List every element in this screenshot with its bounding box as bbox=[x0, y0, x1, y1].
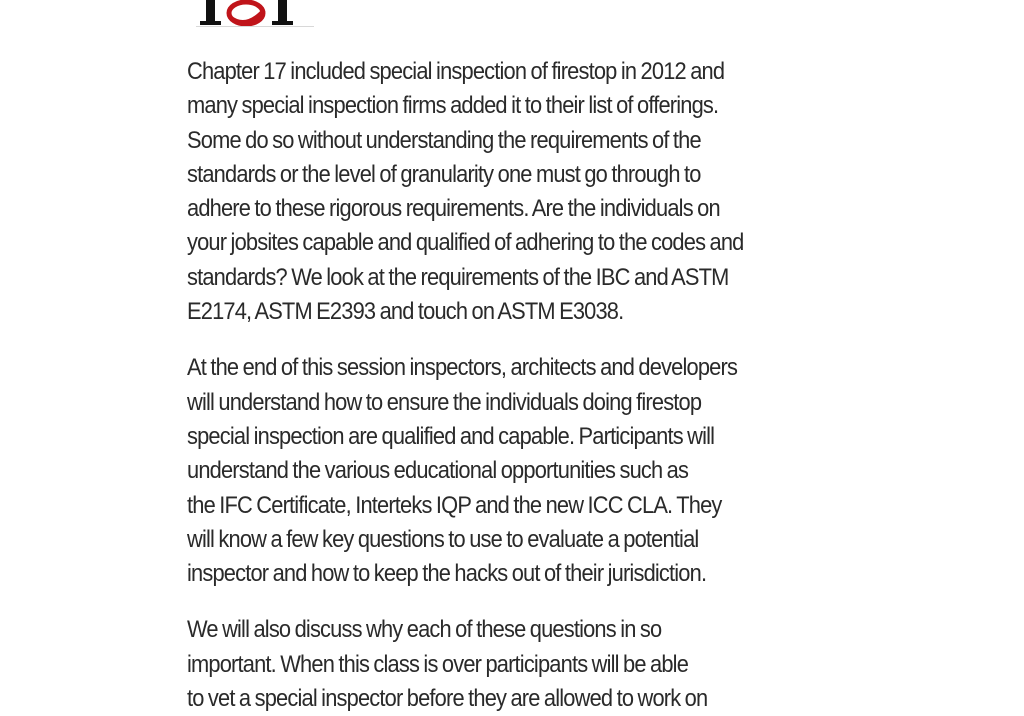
paragraph-closing bbox=[187, 613, 788, 716]
text-line: will understand how to ensure the individuals doing firestop bbox=[187, 388, 702, 416]
logo-bar-left bbox=[206, 0, 215, 24]
description-text bbox=[187, 55, 788, 716]
text-line: many special inspection firms added it to their list of offerings. bbox=[187, 92, 719, 120]
logo-base-left bbox=[200, 21, 221, 25]
text-line: adhere to these rigorous requirements. Are the individuals on bbox=[187, 195, 720, 223]
text-line: your jobsites capable and qualified of adhering to the codes and bbox=[187, 229, 744, 257]
text-line: to vet a special inspector before they are allowed to work on bbox=[187, 685, 708, 713]
logo-bar-right bbox=[278, 0, 287, 24]
logo-divider bbox=[196, 26, 314, 27]
paragraph-learning-outcomes bbox=[187, 351, 788, 591]
text-line: will know a few key questions to use to evaluate a potential bbox=[187, 525, 699, 553]
text-line: standards? We look at the requirements of the IBC and ASTM bbox=[187, 263, 729, 291]
text-line: inspector and how to keep the hacks out of their jurisdiction. bbox=[187, 560, 707, 588]
ifc-logo-icon bbox=[196, 0, 312, 28]
logo-base-right bbox=[272, 21, 293, 25]
text-line: special inspection are qualified and capable. Participants will bbox=[187, 422, 715, 450]
text-line: standards or the level of granularity one must go through to bbox=[187, 160, 701, 188]
paragraph-intro bbox=[187, 55, 788, 329]
text-line: Chapter 17 included special inspection of firestop in 2012 and bbox=[187, 58, 725, 85]
text-line: We will also discuss why each of these questions in so bbox=[187, 616, 662, 644]
text-line: important. When this class is over participants will be able bbox=[187, 650, 689, 678]
text-line: E2174, ASTM E2393 and touch on ASTM E3038. bbox=[187, 298, 624, 326]
text-line: understand the various educational opportunities such as bbox=[187, 457, 689, 485]
text-line: Some do so without understanding the requirements of the bbox=[187, 126, 701, 154]
text-line: the IFC Certificate, Interteks IQP and the new ICC CLA. They bbox=[187, 491, 722, 519]
text-line: At the end of this session inspectors, architects and developers bbox=[187, 354, 738, 382]
